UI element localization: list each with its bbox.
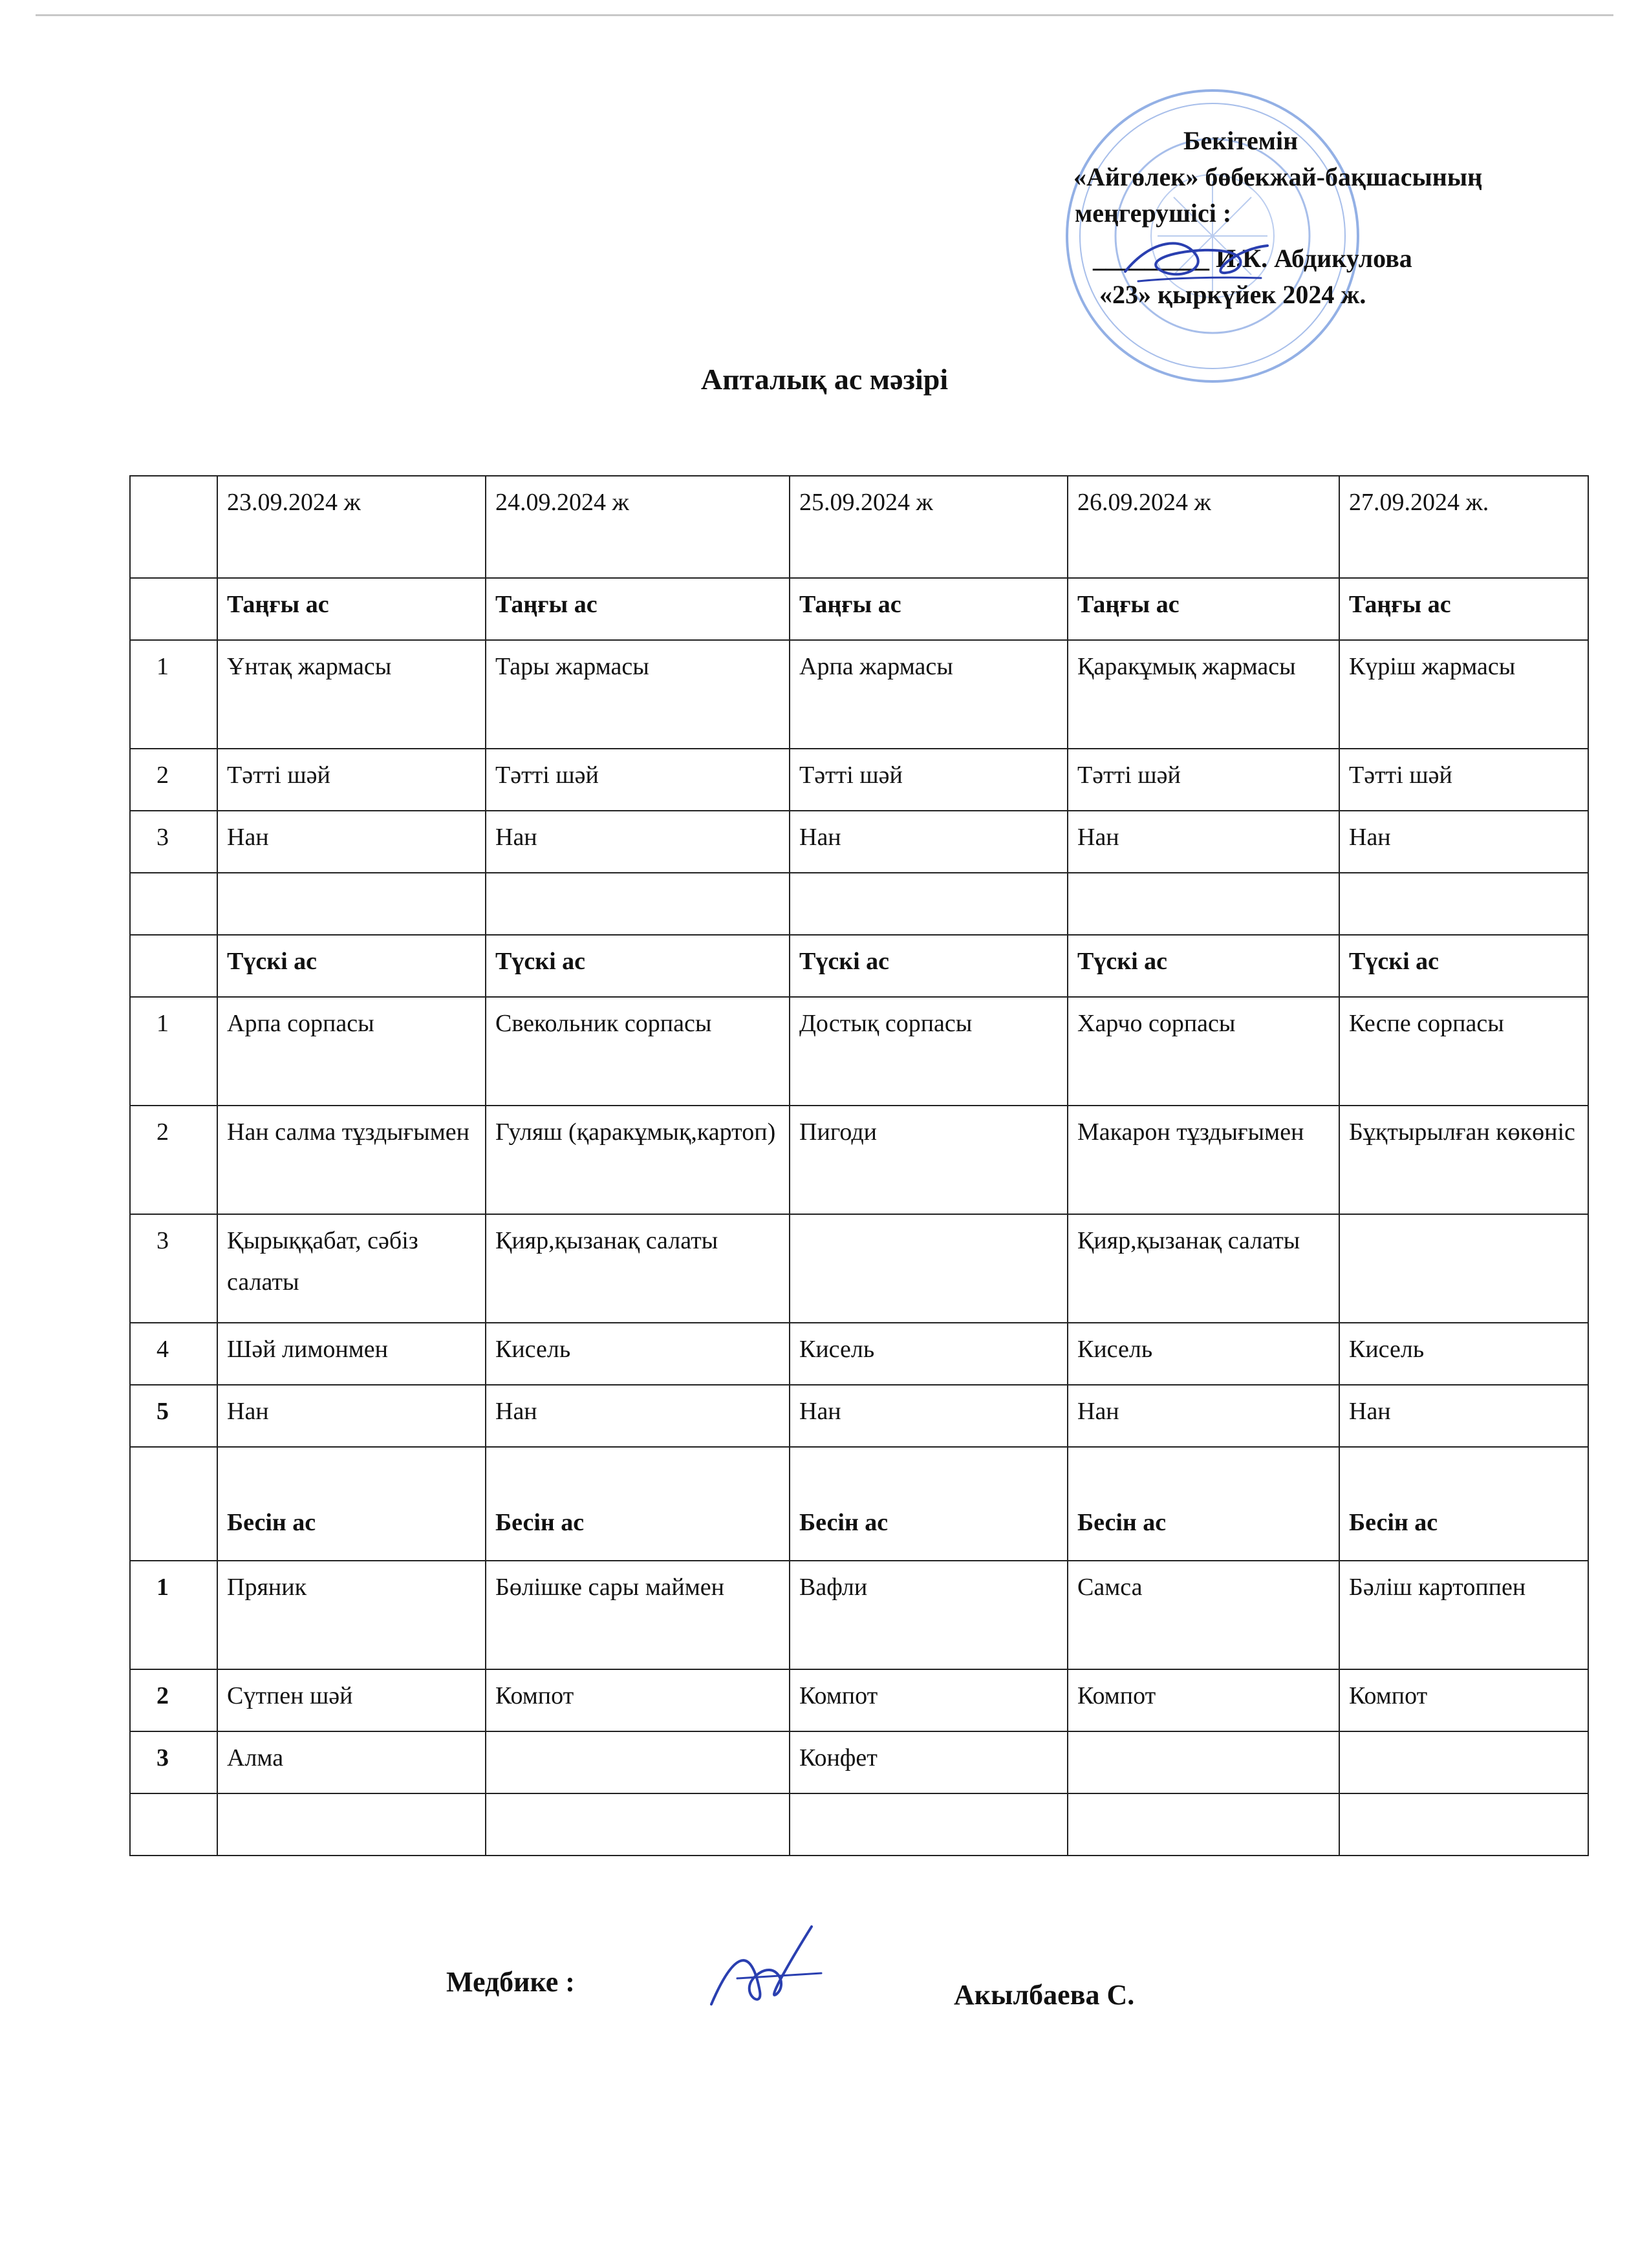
menu-item: Компот bbox=[790, 1669, 1068, 1731]
row-number: 3 bbox=[130, 811, 217, 873]
menu-item: Нан bbox=[1068, 1385, 1339, 1447]
meal-heading: Бесін ас bbox=[486, 1447, 790, 1561]
table-row bbox=[130, 1385, 1588, 1447]
meal-heading: Таңғы ас bbox=[486, 578, 790, 640]
lunch-header-row bbox=[130, 935, 1588, 997]
approval-line-3: меңгерушісі : bbox=[1075, 198, 1232, 228]
menu-item bbox=[790, 1214, 1068, 1323]
date-cell: 23.09.2024 ж bbox=[217, 476, 486, 578]
menu-item: Кеспе сорпасы bbox=[1339, 997, 1588, 1106]
menu-item: Тары жармасы bbox=[486, 640, 790, 749]
meal-heading: Түскі ас bbox=[1339, 935, 1588, 997]
nurse-name: Акылбаева С. bbox=[954, 1979, 1135, 2011]
menu-item: Күріш жармасы bbox=[1339, 640, 1588, 749]
menu-item: Нан bbox=[486, 1385, 790, 1447]
blank-row bbox=[130, 1793, 1588, 1856]
approval-line-4: _________ И.К. Абдикулова bbox=[1093, 244, 1412, 273]
header-empty-cell bbox=[130, 1447, 217, 1561]
breakfast-header-row bbox=[130, 578, 1588, 640]
menu-item: Макарон тұздығымен bbox=[1068, 1106, 1339, 1214]
corner-cell bbox=[130, 476, 217, 578]
menu-item: Компот bbox=[1068, 1669, 1339, 1731]
menu-item: Кисель bbox=[1068, 1323, 1339, 1385]
menu-item: Ұнтақ жармасы bbox=[217, 640, 486, 749]
date-cell: 27.09.2024 ж. bbox=[1339, 476, 1588, 578]
menu-item: Нан bbox=[790, 811, 1068, 873]
row-number: 5 bbox=[130, 1385, 217, 1447]
meal-heading: Түскі ас bbox=[1068, 935, 1339, 997]
row-number: 2 bbox=[130, 749, 217, 811]
nurse-signature-icon bbox=[698, 1914, 834, 2030]
menu-item: Пряник bbox=[217, 1561, 486, 1669]
table-row bbox=[130, 1106, 1588, 1214]
menu-item bbox=[1339, 1214, 1588, 1323]
menu-item bbox=[486, 1731, 790, 1793]
snack-header-row bbox=[130, 1447, 1588, 1561]
meal-heading: Таңғы ас bbox=[1339, 578, 1588, 640]
menu-item: Тәтті шәй bbox=[790, 749, 1068, 811]
menu-item: Харчо сорпасы bbox=[1068, 997, 1339, 1106]
menu-item: Қияр,қызанақ салаты bbox=[486, 1214, 790, 1323]
menu-item: Арпа жармасы bbox=[790, 640, 1068, 749]
menu-item: Свекольник сорпасы bbox=[486, 997, 790, 1106]
director-signature-icon bbox=[1112, 226, 1280, 297]
menu-item: Нан bbox=[217, 1385, 486, 1447]
header-empty-cell bbox=[130, 578, 217, 640]
menu-item: Қаракұмық жармасы bbox=[1068, 640, 1339, 749]
document-title: Апталық ас мәзірі bbox=[700, 363, 949, 396]
menu-item: Компот bbox=[1339, 1669, 1588, 1731]
menu-item: Нан bbox=[1339, 811, 1588, 873]
menu-item: Бұқтырылған көкөніс bbox=[1339, 1106, 1588, 1214]
meal-heading: Таңғы ас bbox=[1068, 578, 1339, 640]
meal-heading: Бесін ас bbox=[1068, 1447, 1339, 1561]
table-row bbox=[130, 1561, 1588, 1669]
meal-heading: Түскі ас bbox=[486, 935, 790, 997]
meal-heading: Бесін ас bbox=[790, 1447, 1068, 1561]
menu-item: Нан bbox=[486, 811, 790, 873]
row-number: 2 bbox=[130, 1669, 217, 1731]
table-row bbox=[130, 1214, 1588, 1323]
menu-item: Гуляш (қаракұмық,картоп) bbox=[486, 1106, 790, 1214]
menu-item: Кисель bbox=[486, 1323, 790, 1385]
meal-heading: Түскі ас bbox=[790, 935, 1068, 997]
table-row bbox=[130, 997, 1588, 1106]
row-number: 3 bbox=[130, 1731, 217, 1793]
date-cell: 25.09.2024 ж bbox=[790, 476, 1068, 578]
menu-item: Кисель bbox=[1339, 1323, 1588, 1385]
approval-line-1: Бекітемін bbox=[1183, 126, 1299, 155]
dates-row bbox=[130, 476, 1588, 578]
header-empty-cell bbox=[130, 935, 217, 997]
table-row bbox=[130, 640, 1588, 749]
date-cell: 26.09.2024 ж bbox=[1068, 476, 1339, 578]
table-row bbox=[130, 1731, 1588, 1793]
date-cell: 24.09.2024 ж bbox=[486, 476, 790, 578]
menu-item: Нан bbox=[790, 1385, 1068, 1447]
menu-item: Алма bbox=[217, 1731, 486, 1793]
meal-heading: Бесін ас bbox=[217, 1447, 486, 1561]
menu-item: Вафли bbox=[790, 1561, 1068, 1669]
menu-item: Тәтті шәй bbox=[1068, 749, 1339, 811]
menu-item: Қияр,қызанақ салаты bbox=[1068, 1214, 1339, 1323]
approval-line-5: «23» қыркүйек 2024 ж. bbox=[1099, 280, 1366, 309]
menu-item: Тәтті шәй bbox=[217, 749, 486, 811]
nurse-label: Медбике : bbox=[446, 1966, 575, 1998]
menu-item: Нан bbox=[1339, 1385, 1588, 1447]
row-number: 1 bbox=[130, 1561, 217, 1669]
table-row bbox=[130, 1323, 1588, 1385]
menu-item: Бөлішке сары маймен bbox=[486, 1561, 790, 1669]
meal-heading: Таңғы ас bbox=[217, 578, 486, 640]
row-number: 1 bbox=[130, 640, 217, 749]
table-row bbox=[130, 1669, 1588, 1731]
menu-item: Конфет bbox=[790, 1731, 1068, 1793]
scan-edge-line bbox=[36, 14, 1613, 16]
menu-item: Нан bbox=[217, 811, 486, 873]
table-row bbox=[130, 811, 1588, 873]
menu-item: Бәліш картоппен bbox=[1339, 1561, 1588, 1669]
menu-item: Компот bbox=[486, 1669, 790, 1731]
row-number: 2 bbox=[130, 1106, 217, 1214]
menu-item: Қырыққабат, сәбіз салаты bbox=[217, 1214, 486, 1323]
menu-item: Кисель bbox=[790, 1323, 1068, 1385]
menu-item: Достық сорпасы bbox=[790, 997, 1068, 1106]
row-number: 1 bbox=[130, 997, 217, 1106]
menu-item: Тәтті шәй bbox=[486, 749, 790, 811]
menu-item: Самса bbox=[1068, 1561, 1339, 1669]
meal-heading: Бесін ас bbox=[1339, 1447, 1588, 1561]
menu-item: Арпа сорпасы bbox=[217, 997, 486, 1106]
row-number: 3 bbox=[130, 1214, 217, 1323]
row-number: 4 bbox=[130, 1323, 217, 1385]
menu-item: Нан bbox=[1068, 811, 1339, 873]
meal-heading: Таңғы ас bbox=[790, 578, 1068, 640]
menu-item: Сүтпен шәй bbox=[217, 1669, 486, 1731]
menu-item: Пигоди bbox=[790, 1106, 1068, 1214]
meal-heading: Түскі ас bbox=[217, 935, 486, 997]
weekly-menu-table bbox=[129, 475, 1589, 1856]
menu-item bbox=[1068, 1731, 1339, 1793]
menu-item: Шәй лимонмен bbox=[217, 1323, 486, 1385]
approval-line-2: «Айгөлек» бөбекжай-бақшасының bbox=[1073, 162, 1483, 191]
menu-item: Тәтті шәй bbox=[1339, 749, 1588, 811]
table-row bbox=[130, 749, 1588, 811]
blank-row bbox=[130, 873, 1588, 935]
menu-item bbox=[1339, 1731, 1588, 1793]
menu-item: Нан салма тұздығымен bbox=[217, 1106, 486, 1214]
